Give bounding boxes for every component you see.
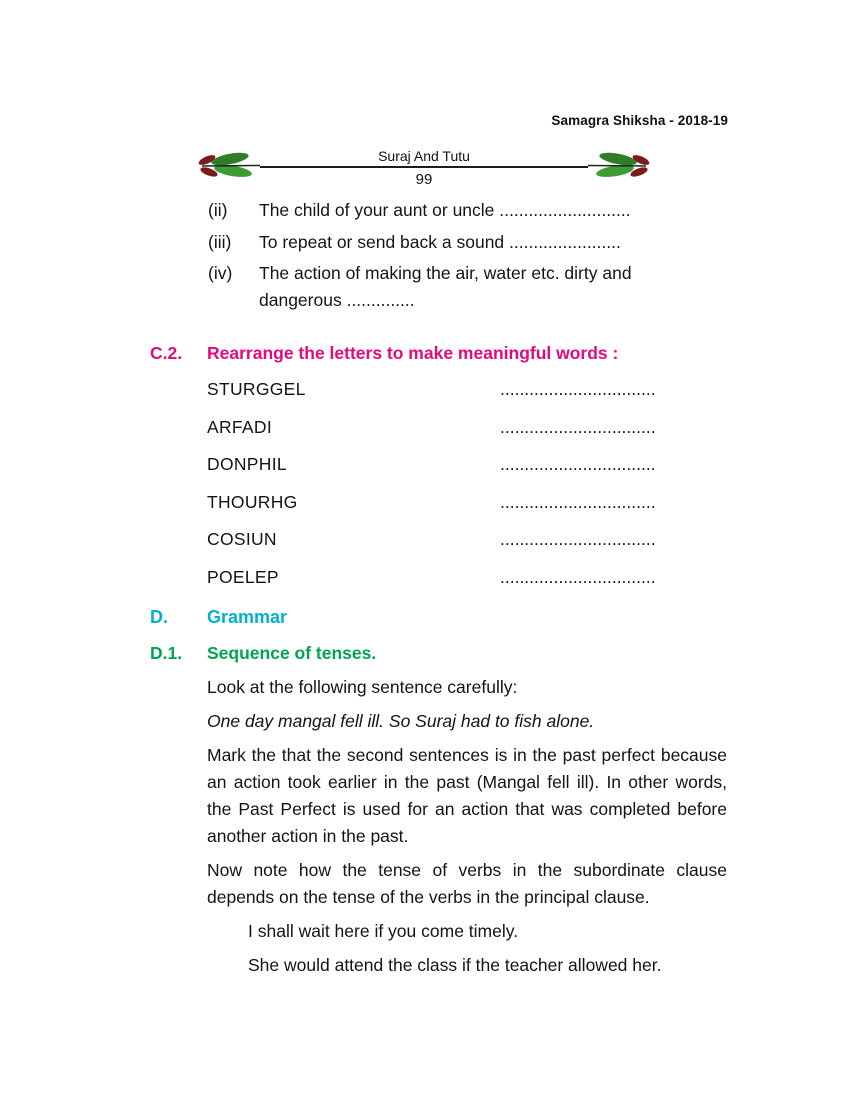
- page-content: [150, 197, 728, 979]
- scrambled-word: ARFADI: [207, 416, 273, 437]
- section-c2-title: Rearrange the letters to make meaningful words :: [207, 343, 619, 363]
- section-d1-heading: [150, 640, 728, 667]
- title-banner: [198, 148, 650, 188]
- word-item: [207, 376, 728, 403]
- scrambled-word: STURGGEL: [207, 379, 306, 399]
- answer-blank: ................................: [500, 529, 656, 549]
- leaf-ornament-left-icon: [198, 149, 260, 188]
- tense-example-2: She would attend the class if the teacher allowed her.: [248, 954, 662, 975]
- section-d-number: D.: [150, 606, 168, 627]
- answer-blank: ................................: [500, 454, 656, 474]
- word-item: [207, 489, 728, 516]
- answer-blank: ................................: [500, 379, 656, 399]
- definition-item: [208, 229, 728, 256]
- definition-number: (iii): [208, 231, 232, 252]
- edition-label: Samagra Shiksha - 2018-19: [551, 113, 728, 128]
- banner-center: [260, 148, 588, 188]
- definition-list: [208, 197, 728, 314]
- section-d-title: Grammar: [207, 606, 288, 627]
- answer-blank: ................................: [500, 566, 656, 587]
- answer-blank: ................................: [500, 491, 656, 512]
- word-item: [207, 451, 728, 478]
- word-item: [207, 564, 728, 591]
- definition-text: To repeat or send back a sound .......................: [259, 231, 621, 252]
- definition-text: The child of your aunt or uncle ...........................: [259, 200, 631, 220]
- scrambled-word-list: [207, 376, 728, 591]
- definition-number: (iv): [208, 263, 233, 283]
- intro-text: Look at the following sentence carefully:: [207, 676, 518, 697]
- example-sentence: One day mangal fell ill. So Suraj had to fish alone.: [207, 710, 595, 731]
- scrambled-word: POELEP: [207, 566, 279, 587]
- word-item: [207, 414, 728, 441]
- explanation-paragraph: Mark the that the second sentences is in the past perfect because an action took earlier in the past (Mangal fell ill). In other words, the Past Perfect is used for an action that was completed before another action in the past.: [207, 744, 727, 846]
- definition-item: [208, 260, 728, 314]
- section-c2-number: C.2.: [150, 343, 183, 363]
- section-d1-number: D.1.: [150, 642, 183, 663]
- section-d-heading: [150, 604, 728, 631]
- definition-text: The action of making the air, water etc. dirty and dangerous ..............: [259, 263, 632, 310]
- scrambled-word: THOURHG: [207, 491, 298, 512]
- grammar-body: [207, 674, 727, 979]
- section-d1-title: Sequence of tenses.: [207, 642, 377, 663]
- word-item: [207, 526, 728, 553]
- page-number: 99: [415, 171, 433, 188]
- scrambled-word: DONPHIL: [207, 454, 287, 474]
- tense-example-1: I shall wait here if you come timely.: [248, 920, 519, 941]
- note-paragraph: Now note how the tense of verbs in the subordinate clause depends on the tense of the verbs in the principal clause.: [207, 859, 727, 907]
- section-c2-heading: [150, 340, 728, 367]
- story-title: Suraj And Tutu: [378, 148, 470, 164]
- definition-number: (ii): [208, 200, 228, 220]
- leaf-ornament-right-icon: [588, 149, 650, 188]
- answer-blank: ................................: [500, 416, 656, 437]
- scrambled-word: COSIUN: [207, 529, 277, 549]
- definition-item: [208, 197, 728, 224]
